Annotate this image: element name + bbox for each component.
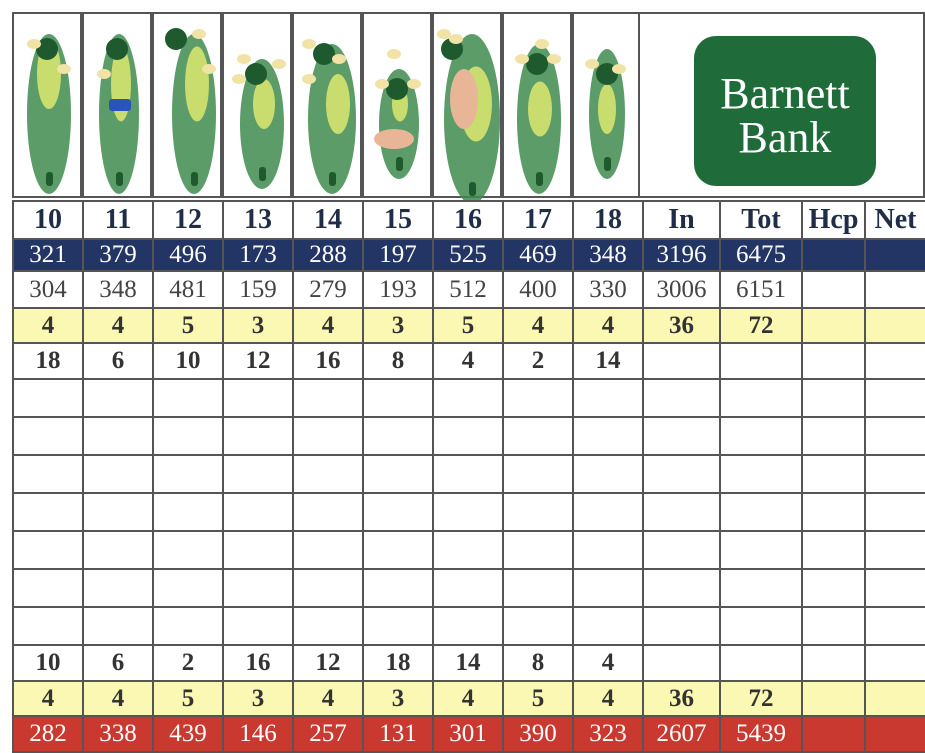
score-entry-row-cell[interactable]	[223, 455, 293, 493]
score-entry-row-cell[interactable]	[363, 607, 433, 645]
red-tees-row-cell: 131	[363, 716, 433, 752]
red-tees-row-cell: 338	[83, 716, 153, 752]
score-entry-row-cell[interactable]	[13, 607, 83, 645]
white-tees-row-cell: 304	[13, 271, 83, 308]
score-entry-row-cell[interactable]	[363, 531, 433, 569]
score-entry-row	[13, 455, 925, 493]
white-tees-row-cell: 481	[153, 271, 223, 308]
score-entry-row-cell[interactable]	[293, 569, 363, 607]
score-entry-row-cell[interactable]	[573, 455, 643, 493]
score-entry-row-cell[interactable]	[503, 417, 573, 455]
score-entry-row-cell[interactable]	[363, 417, 433, 455]
score-entry-row-cell[interactable]	[83, 607, 153, 645]
score-entry-row	[13, 569, 925, 607]
score-entry-row-cell[interactable]	[153, 417, 223, 455]
par-men-row-cell	[865, 308, 925, 343]
par-women-row-cell: 5	[153, 681, 223, 716]
header-row-cell: Hcp	[802, 201, 865, 239]
score-entry-row-cell[interactable]	[83, 493, 153, 531]
par-women-row-cell: 4	[293, 681, 363, 716]
score-entry-row-cell[interactable]	[153, 607, 223, 645]
logo-line-2: Bank	[738, 113, 832, 162]
score-entry-row-cell[interactable]	[153, 379, 223, 417]
white-tees-row-cell: 279	[293, 271, 363, 308]
white-tees-row-cell: 6151	[720, 271, 802, 308]
par-men-row-cell: 3	[223, 308, 293, 343]
score-entry-row-cell[interactable]	[643, 455, 720, 493]
handicap-women-row-cell: 8	[503, 645, 573, 681]
score-entry-row-cell[interactable]	[13, 493, 83, 531]
hole-10-diagram-icon	[12, 12, 82, 198]
white-tees-row-cell: 400	[503, 271, 573, 308]
score-entry-row-cell[interactable]	[503, 569, 573, 607]
score-entry-row	[13, 531, 925, 569]
blue-tees-row-cell: 469	[503, 239, 573, 271]
red-tees-row-cell: 2607	[643, 716, 720, 752]
score-entry-row-cell[interactable]	[223, 417, 293, 455]
par-women-row-cell	[802, 681, 865, 716]
handicap-men-row-cell: 14	[573, 343, 643, 379]
par-women-row-cell: 4	[83, 681, 153, 716]
score-entry-row-cell[interactable]	[293, 607, 363, 645]
score-entry-row-cell[interactable]	[363, 455, 433, 493]
score-entry-row-cell[interactable]	[643, 569, 720, 607]
header-row-cell: Net	[865, 201, 925, 239]
par-men-row-cell: 4	[503, 308, 573, 343]
score-entry-row-cell[interactable]	[643, 379, 720, 417]
score-entry-row-cell[interactable]	[13, 379, 83, 417]
par-men-row-cell: 5	[153, 308, 223, 343]
score-entry-row-cell[interactable]	[865, 493, 925, 531]
par-women-row-cell: 4	[13, 681, 83, 716]
score-entry-row-cell[interactable]	[720, 493, 802, 531]
red-tees-row-cell: 282	[13, 716, 83, 752]
header-row-cell: 12	[153, 201, 223, 239]
score-entry-row-cell[interactable]	[643, 607, 720, 645]
handicap-men-row-cell	[720, 343, 802, 379]
handicap-men-row-cell: 6	[83, 343, 153, 379]
barnett-bank-logo	[694, 36, 876, 186]
handicap-women-row-cell	[802, 645, 865, 681]
hole-18-diagram-icon	[572, 12, 642, 198]
score-entry-row-cell[interactable]	[223, 531, 293, 569]
logo-line-1: Barnett	[720, 69, 850, 118]
par-men-row	[13, 308, 925, 343]
red-tees-row-cell: 323	[573, 716, 643, 752]
blue-tees-row-cell: 288	[293, 239, 363, 271]
score-entry-row-cell[interactable]	[573, 493, 643, 531]
handicap-men-row	[13, 343, 925, 379]
handicap-women-row-cell: 16	[223, 645, 293, 681]
score-entry-row-cell[interactable]	[13, 531, 83, 569]
score-table	[12, 200, 925, 753]
handicap-men-row-cell: 12	[223, 343, 293, 379]
par-women-row-cell: 4	[433, 681, 503, 716]
white-tees-row-cell: 512	[433, 271, 503, 308]
score-entry-row-cell[interactable]	[83, 569, 153, 607]
handicap-women-row-cell: 14	[433, 645, 503, 681]
score-entry-row-cell[interactable]	[802, 379, 865, 417]
handicap-men-row-cell: 4	[433, 343, 503, 379]
blue-tees-row-cell: 525	[433, 239, 503, 271]
white-tees-row-cell: 330	[573, 271, 643, 308]
white-tees-row	[13, 271, 925, 308]
score-entry-row-cell[interactable]	[83, 379, 153, 417]
blue-tees-row-cell	[802, 239, 865, 271]
score-entry-row	[13, 607, 925, 645]
handicap-men-row-cell	[865, 343, 925, 379]
hole-11-diagram-icon	[82, 12, 152, 198]
score-entry-row-cell[interactable]	[433, 455, 503, 493]
white-tees-row-cell: 159	[223, 271, 293, 308]
handicap-men-row-cell: 10	[153, 343, 223, 379]
handicap-men-row-cell	[643, 343, 720, 379]
par-men-row-cell: 4	[293, 308, 363, 343]
score-entry-row-cell[interactable]	[13, 455, 83, 493]
score-entry-row-cell[interactable]	[293, 455, 363, 493]
score-entry-row-cell[interactable]	[433, 569, 503, 607]
blue-tees-row-cell: 496	[153, 239, 223, 271]
par-men-row-cell: 3	[363, 308, 433, 343]
score-entry-row-cell[interactable]	[433, 417, 503, 455]
blue-tees-row-cell: 173	[223, 239, 293, 271]
white-tees-row-cell	[865, 271, 925, 308]
blue-tees-row-cell: 348	[573, 239, 643, 271]
handicap-women-row-cell	[865, 645, 925, 681]
score-entry-row-cell[interactable]	[153, 493, 223, 531]
header-row-cell: 15	[363, 201, 433, 239]
score-entry-row	[13, 379, 925, 417]
score-entry-row-cell[interactable]	[720, 531, 802, 569]
score-entry-row-cell[interactable]	[720, 379, 802, 417]
score-entry-row-cell[interactable]	[573, 417, 643, 455]
score-entry-row-cell[interactable]	[83, 455, 153, 493]
header-row	[13, 201, 925, 239]
handicap-men-row-cell	[802, 343, 865, 379]
score-entry-row-cell[interactable]	[802, 531, 865, 569]
score-entry-row-cell[interactable]	[293, 531, 363, 569]
score-entry-row-cell[interactable]	[802, 493, 865, 531]
red-tees-row-cell: 146	[223, 716, 293, 752]
score-entry-row-cell[interactable]	[865, 531, 925, 569]
score-entry-row-cell[interactable]	[83, 531, 153, 569]
score-entry-row-cell[interactable]	[363, 493, 433, 531]
hole-15-diagram-icon	[362, 12, 432, 198]
blue-tees-row-cell: 321	[13, 239, 83, 271]
score-entry-row-cell[interactable]	[223, 607, 293, 645]
score-entry-row-cell[interactable]	[223, 379, 293, 417]
hole-17-diagram-icon	[502, 12, 572, 198]
handicap-women-row-cell: 4	[573, 645, 643, 681]
score-entry-row-cell[interactable]	[802, 607, 865, 645]
par-women-row-cell: 5	[503, 681, 573, 716]
header-row-cell: 16	[433, 201, 503, 239]
par-men-row-cell: 4	[573, 308, 643, 343]
par-women-row-cell: 72	[720, 681, 802, 716]
white-tees-row-cell: 348	[83, 271, 153, 308]
handicap-women-row-cell	[643, 645, 720, 681]
handicap-men-row-cell: 2	[503, 343, 573, 379]
handicap-women-row-cell: 6	[83, 645, 153, 681]
blue-tees-row-cell: 3196	[643, 239, 720, 271]
score-entry-row-cell[interactable]	[293, 493, 363, 531]
par-women-row-cell: 3	[363, 681, 433, 716]
score-entry-row-cell[interactable]	[153, 569, 223, 607]
handicap-women-row-cell	[720, 645, 802, 681]
score-entry-row-cell[interactable]	[573, 569, 643, 607]
par-men-row-cell: 4	[13, 308, 83, 343]
score-entry-row-cell[interactable]	[433, 531, 503, 569]
par-women-row	[13, 681, 925, 716]
score-entry-row-cell[interactable]	[573, 531, 643, 569]
score-entry-row-cell[interactable]	[503, 379, 573, 417]
score-entry-row-cell[interactable]	[573, 607, 643, 645]
hole-12-diagram-icon	[152, 12, 222, 198]
par-women-row-cell: 4	[573, 681, 643, 716]
score-entry-row-cell[interactable]	[433, 493, 503, 531]
score-entry-row-cell[interactable]	[865, 569, 925, 607]
score-entry-row-cell[interactable]	[363, 569, 433, 607]
par-men-row-cell: 4	[83, 308, 153, 343]
red-tees-row-cell	[802, 716, 865, 752]
score-entry-row-cell[interactable]	[223, 569, 293, 607]
score-entry-row-cell[interactable]	[503, 493, 573, 531]
par-women-row-cell: 3	[223, 681, 293, 716]
header-row-cell: 18	[573, 201, 643, 239]
score-entry-row-cell[interactable]	[13, 417, 83, 455]
red-tees-row-cell: 390	[503, 716, 573, 752]
score-entry-row-cell[interactable]	[720, 417, 802, 455]
blue-tees-row-cell	[865, 239, 925, 271]
score-entry-row-cell[interactable]	[865, 379, 925, 417]
score-entry-row-cell[interactable]	[720, 455, 802, 493]
header-row-cell: 14	[293, 201, 363, 239]
blue-tees-row	[13, 239, 925, 271]
white-tees-row-cell	[802, 271, 865, 308]
white-tees-row-cell: 193	[363, 271, 433, 308]
header-row-cell: 17	[503, 201, 573, 239]
score-entry-row-cell[interactable]	[503, 455, 573, 493]
handicap-women-row-cell: 2	[153, 645, 223, 681]
par-women-row-cell: 36	[643, 681, 720, 716]
score-entry-row-cell[interactable]	[13, 569, 83, 607]
score-entry-row-cell[interactable]	[433, 379, 503, 417]
handicap-women-row-cell: 18	[363, 645, 433, 681]
par-men-row-cell	[802, 308, 865, 343]
score-entry-row-cell[interactable]	[643, 493, 720, 531]
score-entry-row-cell[interactable]	[643, 417, 720, 455]
hole-16-diagram-icon	[432, 12, 502, 198]
par-men-row-cell: 72	[720, 308, 802, 343]
par-men-row-cell: 5	[433, 308, 503, 343]
score-entry-row-cell[interactable]	[293, 379, 363, 417]
score-entry-row-cell[interactable]	[643, 531, 720, 569]
header-row-cell: 11	[83, 201, 153, 239]
score-entry-row-cell[interactable]	[802, 455, 865, 493]
hole-14-diagram-icon	[292, 12, 362, 198]
blue-tees-row-cell: 6475	[720, 239, 802, 271]
par-men-row-cell: 36	[643, 308, 720, 343]
score-entry-row-cell[interactable]	[720, 607, 802, 645]
score-entry-row-cell[interactable]	[293, 417, 363, 455]
score-entry-row-cell[interactable]	[223, 493, 293, 531]
red-tees-row-cell: 301	[433, 716, 503, 752]
score-entry-row-cell[interactable]	[865, 417, 925, 455]
header-row-cell: 13	[223, 201, 293, 239]
score-entry-row-cell[interactable]	[865, 455, 925, 493]
handicap-men-row-cell: 8	[363, 343, 433, 379]
score-entry-row	[13, 417, 925, 455]
score-entry-row-cell[interactable]	[153, 531, 223, 569]
score-entry-row-cell[interactable]	[865, 607, 925, 645]
red-tees-row-cell	[865, 716, 925, 752]
red-tees-row-cell: 257	[293, 716, 363, 752]
score-entry-row-cell[interactable]	[433, 607, 503, 645]
score-entry-row-cell[interactable]	[573, 379, 643, 417]
white-tees-row-cell: 3006	[643, 271, 720, 308]
handicap-women-row-cell: 12	[293, 645, 363, 681]
sponsor-panel	[638, 12, 925, 198]
header-row-cell: In	[643, 201, 720, 239]
score-entry-row-cell[interactable]	[363, 379, 433, 417]
score-entry-row	[13, 493, 925, 531]
red-tees-row	[13, 716, 925, 752]
score-entry-row-cell[interactable]	[802, 569, 865, 607]
par-women-row-cell	[865, 681, 925, 716]
handicap-women-row	[13, 645, 925, 681]
handicap-men-row-cell: 16	[293, 343, 363, 379]
score-entry-row-cell[interactable]	[153, 455, 223, 493]
hole-13-diagram-icon	[222, 12, 292, 198]
red-tees-row-cell: 5439	[720, 716, 802, 752]
blue-tees-row-cell: 379	[83, 239, 153, 271]
score-entry-row-cell[interactable]	[802, 417, 865, 455]
score-entry-row-cell[interactable]	[720, 569, 802, 607]
blue-tees-row-cell: 197	[363, 239, 433, 271]
header-row-cell: 10	[13, 201, 83, 239]
handicap-men-row-cell: 18	[13, 343, 83, 379]
handicap-women-row-cell: 10	[13, 645, 83, 681]
score-entry-row-cell[interactable]	[503, 607, 573, 645]
red-tees-row-cell: 439	[153, 716, 223, 752]
header-row-cell: Tot	[720, 201, 802, 239]
score-entry-row-cell[interactable]	[83, 417, 153, 455]
score-entry-row-cell[interactable]	[503, 531, 573, 569]
